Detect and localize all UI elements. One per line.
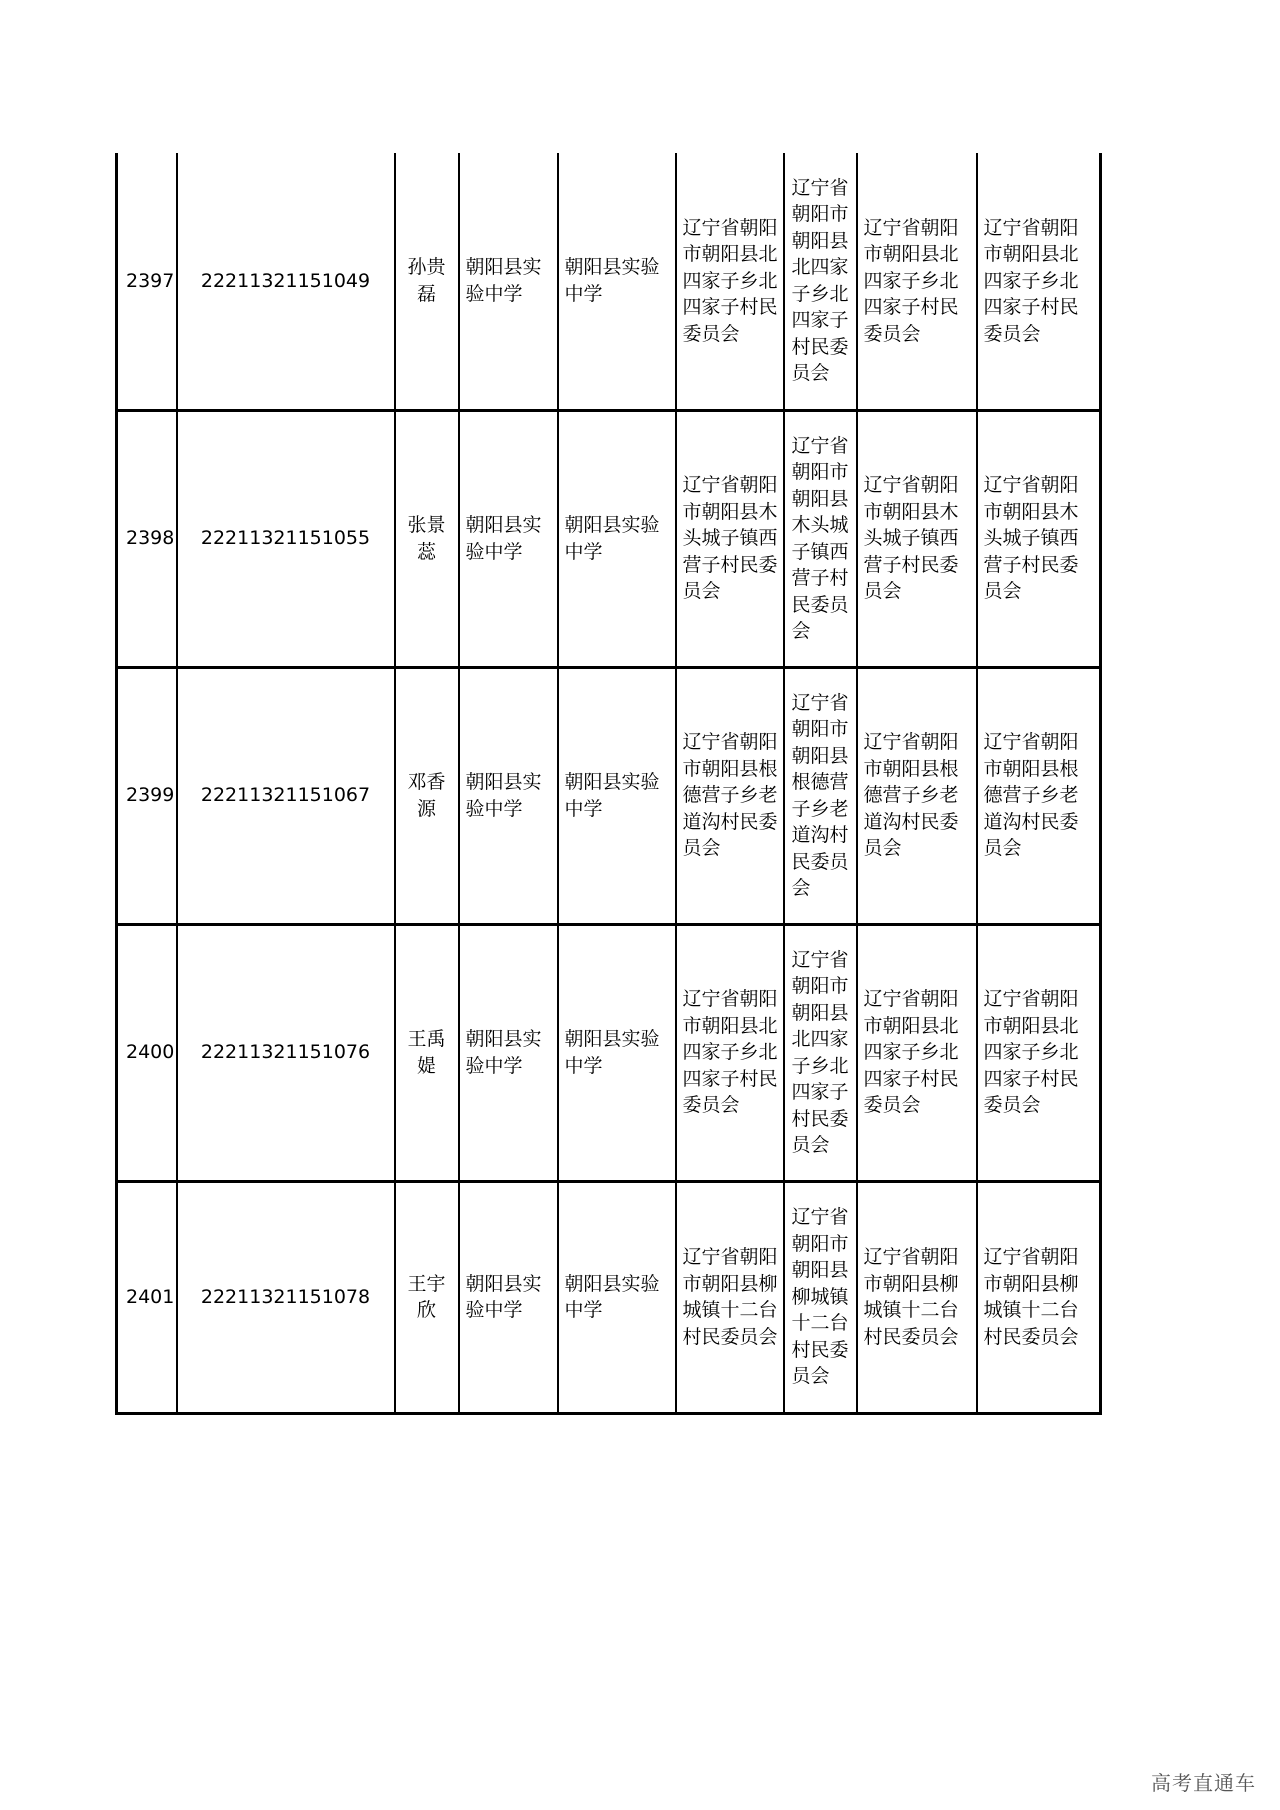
mother-address: 辽宁省朝阳市朝阳县木头城子镇西营子村民委员会 <box>977 410 1101 667</box>
school: 朝阳县实验中学 <box>459 153 558 410</box>
father-address: 辽宁省朝阳市朝阳县北四家子乡北四家子村民委员会 <box>857 924 977 1181</box>
residence-address: 辽宁省朝阳市朝阳县北四家子乡北四家子村民委员会 <box>784 153 857 410</box>
residence-address: 辽宁省朝阳市朝阳县木头城子镇西营子村民委员会 <box>784 410 857 667</box>
school: 朝阳县实验中学 <box>459 410 558 667</box>
table-row <box>117 667 1101 924</box>
exam-id: 22211321151076 <box>177 924 395 1181</box>
school: 朝阳县实验中学 <box>459 924 558 1181</box>
exam-id: 22211321151078 <box>177 1181 395 1413</box>
father-address: 辽宁省朝阳市朝阳县根德营子乡老道沟村民委员会 <box>857 667 977 924</box>
row-number: 2400 <box>117 924 177 1181</box>
row-number: 2399 <box>117 667 177 924</box>
household-address: 辽宁省朝阳市朝阳县木头城子镇西营子村民委员会 <box>676 410 784 667</box>
father-address: 辽宁省朝阳市朝阳县木头城子镇西营子村民委员会 <box>857 410 977 667</box>
student-name: 王禹媞 <box>395 924 459 1181</box>
household-address: 辽宁省朝阳市朝阳县北四家子乡北四家子村民委员会 <box>676 153 784 410</box>
student-name: 张景蕊 <box>395 410 459 667</box>
student-table <box>115 153 1102 1415</box>
row-number: 2401 <box>117 1181 177 1413</box>
residence-address: 辽宁省朝阳市朝阳县北四家子乡北四家子村民委员会 <box>784 924 857 1181</box>
watermark-text: 高考直通车 <box>1151 1771 1256 1795</box>
table-row <box>117 924 1101 1181</box>
graduation-school: 朝阳县实验中学 <box>558 667 676 924</box>
mother-address: 辽宁省朝阳市朝阳县北四家子乡北四家子村民委员会 <box>977 924 1101 1181</box>
student-name: 孙贵磊 <box>395 153 459 410</box>
row-number: 2397 <box>117 153 177 410</box>
exam-id: 22211321151049 <box>177 153 395 410</box>
school: 朝阳县实验中学 <box>459 1181 558 1413</box>
residence-address: 辽宁省朝阳市朝阳县根德营子乡老道沟村民委员会 <box>784 667 857 924</box>
graduation-school: 朝阳县实验中学 <box>558 924 676 1181</box>
graduation-school: 朝阳县实验中学 <box>558 410 676 667</box>
mother-address: 辽宁省朝阳市朝阳县北四家子乡北四家子村民委员会 <box>977 153 1101 410</box>
graduation-school: 朝阳县实验中学 <box>558 1181 676 1413</box>
table-row <box>117 410 1101 667</box>
mother-address: 辽宁省朝阳市朝阳县根德营子乡老道沟村民委员会 <box>977 667 1101 924</box>
school: 朝阳县实验中学 <box>459 667 558 924</box>
student-name: 邓香源 <box>395 667 459 924</box>
table-row <box>117 153 1101 410</box>
father-address: 辽宁省朝阳市朝阳县柳城镇十二台村民委员会 <box>857 1181 977 1413</box>
household-address: 辽宁省朝阳市朝阳县根德营子乡老道沟村民委员会 <box>676 667 784 924</box>
graduation-school: 朝阳县实验中学 <box>558 153 676 410</box>
household-address: 辽宁省朝阳市朝阳县柳城镇十二台村民委员会 <box>676 1181 784 1413</box>
household-address: 辽宁省朝阳市朝阳县北四家子乡北四家子村民委员会 <box>676 924 784 1181</box>
father-address: 辽宁省朝阳市朝阳县北四家子乡北四家子村民委员会 <box>857 153 977 410</box>
exam-id: 22211321151067 <box>177 667 395 924</box>
row-number: 2398 <box>117 410 177 667</box>
student-name: 王宇欣 <box>395 1181 459 1413</box>
table-row <box>117 1181 1101 1413</box>
residence-address: 辽宁省朝阳市朝阳县柳城镇十二台村民委员会 <box>784 1181 857 1413</box>
mother-address: 辽宁省朝阳市朝阳县柳城镇十二台村民委员会 <box>977 1181 1101 1413</box>
exam-id: 22211321151055 <box>177 410 395 667</box>
